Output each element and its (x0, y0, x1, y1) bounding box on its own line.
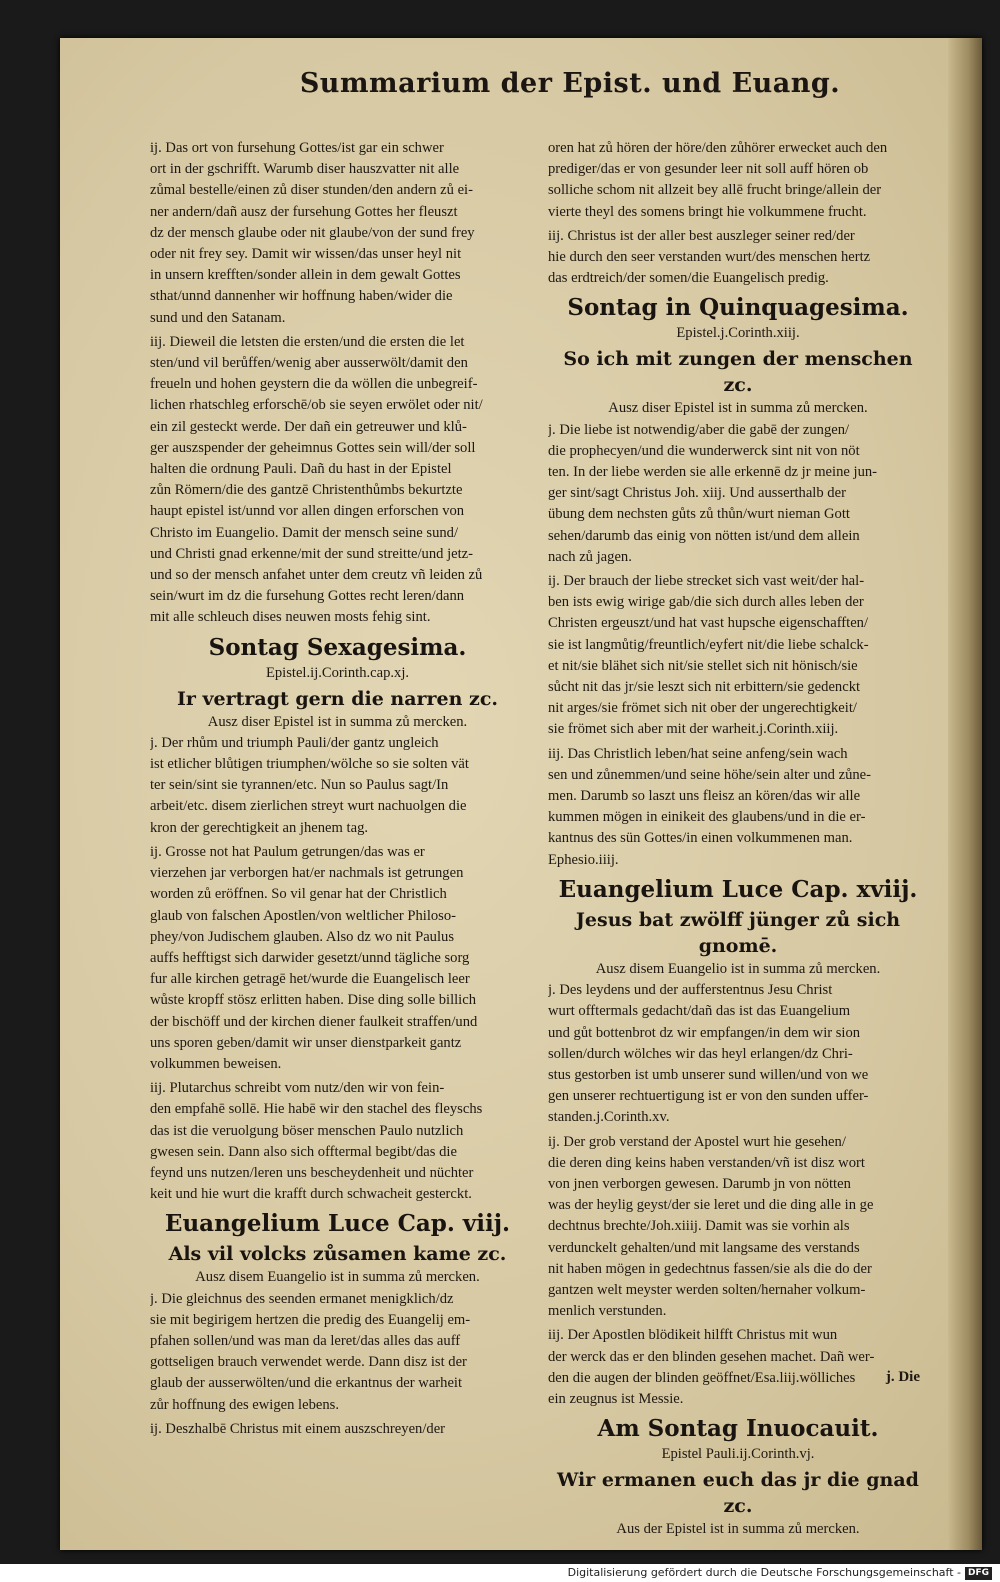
paragraph (150, 1289, 525, 1416)
text-line: sthat/unnd dannenher wir hoffnung haben/wider die (150, 288, 453, 305)
text-line: ger sint/sagt Christus Joh. xiij. Und ausserthalb der (548, 485, 846, 502)
text-line: nit arges/sie frömet sich nit ober der ungerechtigkeit/ (548, 700, 857, 717)
text-line: den empfahē sollē. Hie habē wir den stachel des fleyschs (150, 1101, 483, 1118)
text-line: oren hat zů hören der höre/den zůhörer erwecket auch den (548, 140, 888, 156)
text-line: übung dem nechsten gůts zů thůn/wurt nieman Gott (548, 506, 850, 523)
text-line: j. Die liebe ist notwendig/aber die gabē der zungen/ (548, 421, 850, 438)
text-line: volkummen beweisen. (150, 1055, 282, 1072)
text-line: auffs hefftigst sich darwider gesetzt/unnd tägliche sorg (150, 949, 470, 966)
text-line: glaub von falschen Apostlen/von weltlicher Philoso- (150, 907, 457, 924)
incipit-heading: Jesus bat zwölff jünger zů sich gnomē. (575, 908, 901, 957)
text-line: verdunckelt gehalten/und mit langsame des verstands (548, 1239, 860, 1256)
paragraph (150, 332, 525, 629)
text-line: glaub der ausserwölten/und die erkantnus der warheit (150, 1375, 463, 1392)
text-line: hie durch den seer verstanden wurt/des menschen hertz (548, 249, 871, 266)
summary-intro: Ausz diser Epistel ist in summa zů mercken. (608, 400, 868, 417)
text-line: pfahen sollen/und was man da leret/das alles das auff (150, 1332, 461, 1349)
text-line: ein zeugnus ist Messie. (548, 1390, 684, 1407)
section-title: Sontag Sexagesima. (208, 633, 467, 661)
text-line: sein/wurt im dz die fursehung Gottes recht leren/dann (150, 588, 465, 605)
text-line: menlich verstunden. (548, 1303, 667, 1320)
text-line: lichen rhatschleg erforschē/ob sie seyen erwölet oder nit/ (150, 397, 483, 414)
text-line: sten/und vil berůffen/wenig aber ausserwölt/damit den (150, 355, 468, 372)
text-line: nit haben mögen in gedechtnus fassen/sie als die do der (548, 1260, 872, 1277)
epistle-reference: Epistel.ij.Corinth.cap.xj. (265, 664, 410, 681)
text-line: ter sein/sint sie tyrannen/etc. Nun so Paulus sagt/In (150, 777, 449, 794)
text-line: iij. Plutarchus schreibt vom nutz/den wir von fein- (150, 1080, 445, 1097)
text-line: feynd uns nutzen/leren uns bescheydenheit und nüchter (150, 1164, 474, 1181)
incipit-heading: Als vil volcks zůsamen kame zc. (168, 1243, 507, 1266)
right-column (548, 138, 928, 1540)
text-line: ben ists ewig wirige gab/die sich durch alles leben der (548, 594, 864, 611)
text-line: ij. Das ort von fursehung Gottes/ist gar ein schwer (150, 140, 444, 156)
text-line: prediger/das er von gesunder leer nit soll auff hören ob (548, 161, 869, 178)
text-line: iij. Das Christlich leben/hat seine anfeng/sein wach (548, 745, 848, 762)
text-line: wůste kropff stösz erlitten haben. Dise ding solle billich (150, 992, 477, 1009)
text-line: sehen/darumb das einig von nötten ist/und dem allein (548, 527, 860, 544)
text-line: worden zů eröffnen. So vil genar hat der Christlich (150, 886, 447, 903)
text-line: sie frömet sich aber mit der warheit.j.Corinth.xiij. (548, 721, 839, 738)
text-line: das erdtreich/der somen/die Euangelisch predig. (548, 270, 829, 287)
text-line: der bischöff und der kirchen diener faulkeit straffen/und (150, 1013, 478, 1030)
epistle-reference: Epistel.j.Corinth.xiij. (676, 325, 800, 342)
text-line: sůcht nit das jr/sie leszt sich nit erbittern/sie gedenckt (548, 679, 861, 696)
text-line: sollen/durch wölches wir das heyl erlangen/dz Chri- (548, 1045, 853, 1062)
text-line: j. Des leydens und der aufferstentnus Jesu Christ (548, 982, 833, 999)
text-line: ner andern/dañ ausz der fursehung Gottes her fleuszt (150, 203, 458, 220)
text-line: zůn Römern/die des gantzē Christenthůmbs bekurtzte (150, 482, 463, 499)
text-line: j. Der rhům und triumph Pauli/der gantz ungleich (150, 734, 439, 751)
catchword: j. Die (885, 1369, 920, 1385)
text-line: iij. Christus ist der aller best auszleger seiner red/der (548, 227, 855, 244)
running-header: Summarium der Epist. und Euang. (299, 68, 841, 99)
paragraph (548, 571, 928, 741)
text-line: und so der mensch anfahet unter dem creutz vñ leiden zů (150, 567, 483, 584)
epistle-reference: Epistel Pauli.ij.Corinth.vj. (661, 1446, 815, 1463)
text-line: gwesen sein. Dann also sich offtermal begibt/das die (150, 1143, 457, 1160)
text-line: gen unserer rechtuertigung ist er von den sunden uffer- (548, 1088, 869, 1105)
text-line: sie mit begirigem hertzen die predig des Euangelij em- (150, 1311, 471, 1328)
text-line: haupt epistel ist/unnd vor allen dingen erforschen von (150, 503, 465, 520)
text-line: das ist die veruolgung böser menschen Paulo nutzlich (150, 1122, 464, 1139)
dfg-logo: DFG (965, 1567, 992, 1580)
text-line: uns sporen geben/damit wir unser dienstparkeit gantz (150, 1034, 462, 1051)
text-line: Ephesio.iiij. (548, 851, 619, 868)
text-line: mit alle schleuch dises neuwen mosts fehig sint. (150, 609, 431, 626)
section-title: Euangelium Luce Cap. xviij. (558, 875, 918, 903)
paragraph (548, 226, 928, 290)
text-line: fur alle kirchen getragē het/wurde die Euangelisch leer (150, 971, 470, 988)
paragraph (548, 138, 928, 223)
paragraph (548, 1132, 928, 1323)
text-line: phey/von Judischem glauben. Also dz wo nit Paulus (150, 928, 455, 945)
section-title: Euangelium Luce Cap. viij. (164, 1210, 511, 1238)
text-line: die deren ding keins haben verstanden/vñ ist disz wort (548, 1154, 865, 1171)
summary-intro: Aus der Epistel ist in summa zů mercken. (616, 1521, 860, 1538)
text-line: gottseligen brauch verwendet werde. Dann disz ist der (150, 1354, 467, 1371)
text-line: kron der gerechtigkeit an jhenem tag. (150, 819, 369, 836)
text-line: solliche schom nit allzeit bey allē frucht bringe/allein der (548, 182, 882, 199)
text-line: keit und hie wurt die krafft durch schwacheit gesterckt. (150, 1186, 472, 1203)
text-line: zůmal bestelle/einen zů diser stunden/den andern zů ei- (150, 182, 473, 199)
text-line: men. Darumb so laszt uns fleisz an kören/das wir alle (548, 788, 861, 805)
text-line: ort in der gschrifft. Warumb diser hauszvatter nit alle (150, 161, 460, 178)
text-line: wurt offtermals gedacht/dañ das ist das Euangelium (548, 1003, 851, 1020)
paragraph (150, 842, 525, 1075)
text-line: stus gestorben ist umb unserer sund willen/und von we (548, 1066, 869, 1083)
text-line: was der heylig geyst/der sie leret und die ding alle in ge (548, 1197, 874, 1214)
text-line: zůr hoffnung des ewigen lebens. (150, 1396, 339, 1413)
incipit-heading: So ich mit zungen der menschen zc. (563, 348, 913, 397)
text-line: j. Die gleichnus des seenden ermanet menigklich/dz (150, 1290, 454, 1307)
paragraph (150, 733, 525, 839)
text-line: dz der mensch glaube oder nit glaube/von der sund frey (150, 224, 475, 241)
summary-intro: Ausz disem Euangelio ist in summa zů mercken. (195, 1269, 480, 1286)
paragraph (150, 1419, 525, 1440)
digitization-footer (0, 1564, 1000, 1582)
footer-text: Digitalisierung gefördert durch die Deutsche Forschungsgemeinschaft - (567, 1566, 961, 1579)
text-line: sen und zůnemmen/und seine höhe/sein alter und zůne- (548, 766, 871, 783)
paragraph (150, 138, 525, 329)
text-line: in unsern krefften/sonder allein in dem gewalt Gottes (150, 267, 461, 284)
left-column (150, 138, 525, 1443)
incipit-heading: Ir vertragt gern die narren zc. (176, 687, 499, 710)
text-line: gantzen welt meyster werden solten/hernaher volkum- (548, 1281, 866, 1298)
text-line: vierte theyl des somens bringt hie volkummene frucht. (548, 203, 867, 220)
section-title: Sontag in Quinquagesima. (567, 294, 909, 322)
section-title: Am Sontag Inuocauit. (597, 1415, 879, 1443)
text-line: ten. In der liebe werden sie alle erkennē dz jr meine jun- (548, 464, 878, 481)
text-line: ij. Der brauch der liebe strecket sich vast weit/der hal- (548, 573, 865, 590)
paragraph (548, 420, 928, 568)
text-line: die prophecyen/und die wunderwerck sint nit von nöt (548, 442, 860, 459)
summary-intro: Ausz disem Euangelio ist in summa zů mercken. (595, 960, 881, 977)
text-line: Christen ergeuszt/und hat vast hupsche eigenschafften/ (548, 615, 869, 632)
text-line: von jnen verborgen gewesen. Darumb jn von nötten (548, 1175, 851, 1192)
text-line: der werck das er den blinden gesehen machet. Dañ wer- (548, 1348, 875, 1365)
text-line: halten die ordnung Pauli. Dañ du hast in der Epistel (150, 461, 452, 478)
text-line: ij. Der grob verstand der Apostel wurt hie gesehen/ (548, 1133, 846, 1150)
text-line: kummen mögen in einikeit des glaubens/und in die er- (548, 809, 866, 826)
text-line: nach zů jagen. (548, 548, 632, 565)
text-line: ist etlicher blůtigen triumphen/wölche so sie solten vät (150, 756, 469, 773)
paragraph (548, 744, 928, 871)
text-line: den die augen der blinden geöffnet/Esa.liij.wölliches (548, 1369, 856, 1386)
text-line: freueln und hohen geystern die da wöllen die unbegreif- (150, 376, 478, 393)
page-gutter (948, 38, 982, 1550)
text-line: sie ist langmůtig/freuntlich/eyfert nit/die liebe schalck- (548, 636, 869, 653)
text-line: et nit/sie blähet sich nit/sie stellet sich nit hönisch/sie (548, 657, 858, 674)
text-line: ger auszspender der geheimnus Gottes sein will/der soll (150, 439, 476, 456)
text-line: arbeit/etc. disem zierlichen streyt wurt nachuolgen die (150, 798, 467, 815)
text-line: iij. Dieweil die letsten die ersten/und die ersten die let (150, 333, 465, 350)
text-line: und Christi gnad erkenne/mit der sund streitte/und jetz- (150, 545, 474, 562)
incipit-heading: Wir ermanen euch das jr die gnad zc. (557, 1469, 919, 1518)
text-line: und gůt bottenbrot dz wir empfangen/in dem wir sion (548, 1024, 861, 1041)
text-line: kantnus des sün Gottes/in einen volkummenen man. (548, 830, 853, 847)
paragraph (548, 1325, 928, 1410)
text-line: vierzehen jar verborgen hat/er nachmals ist getrungen (150, 865, 464, 882)
text-line: Christo im Euangelio. Damit der mensch seine sund/ (150, 524, 459, 541)
text-line: ein zil gesteckt werde. Der dañ ein getreuwer und klů- (150, 418, 467, 435)
text-line: ij. Grosse not hat Paulum getrungen/das was er (150, 843, 425, 860)
summary-intro: Ausz diser Epistel ist in summa zů mercken. (207, 713, 468, 730)
text-line: standen.j.Corinth.xv. (548, 1109, 670, 1126)
text-line: dechtnus brechte/Joh.xiiij. Damit was sie vorhin als (548, 1218, 850, 1235)
text-line: ij. Deszhalbē Christus mit einem auszschreyen/der (150, 1420, 446, 1437)
text-line: sund und den Satanam. (150, 309, 286, 326)
text-line: oder nit frey sey. Damit wir wissen/das unser heyl nit (150, 246, 462, 263)
paragraph (548, 980, 928, 1128)
text-line: iij. Der Apostlen blödikeit hilfft Christus mit wun (548, 1327, 838, 1344)
paragraph (150, 1078, 525, 1205)
